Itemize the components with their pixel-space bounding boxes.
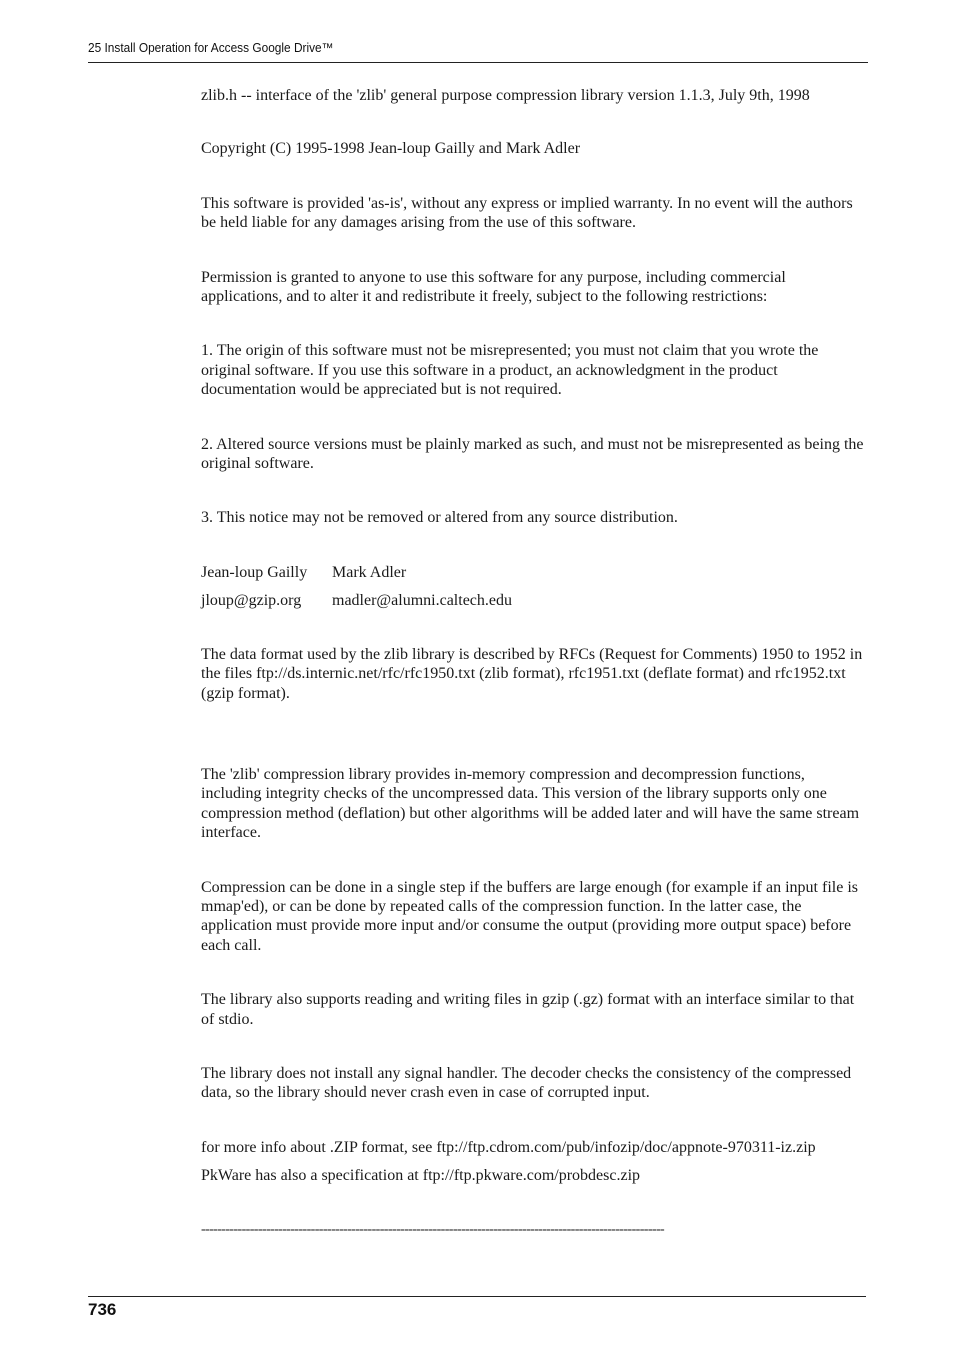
header-rule (88, 62, 868, 63)
paragraph-permission: Permission is granted to anyone to use this software for any purpose, including commercial applications, and to alter it and redistribute it freely, subject to the following restrictions: (201, 268, 786, 306)
page-number: 736 (88, 1300, 117, 1319)
author-email: madler@alumni.caltech.edu (332, 592, 512, 610)
footer-rule (88, 1296, 866, 1297)
running-header: 25 Install Operation for Access Google Drive™ (88, 41, 334, 55)
separator-line: ------------------------------------------------------------------------------------------------------------------ (201, 1221, 665, 1237)
paragraph-restriction-1: 1. The origin of this software must not be misrepresented; you must not claim that you wrote the original software. If you use this software in a product, an acknowledgment in the product documentation would be appreciated but is not required. (201, 342, 819, 399)
paragraph-warranty: This software is provided 'as-is', without any express or implied warranty. In no event will the authors be held liable for any damages arising from the use of this software. (201, 194, 853, 232)
paragraph-data-format: The data format used by the zlib library is described by RFCs (Request for Comments) 1950 to 1952 in the files ftp://ds.internic.net/rfc/rfc1950.txt (zlib format), rfc1951.txt (deflate format) and rfc1952.txt (gzip format). (201, 645, 863, 702)
paragraph-pkware: PkWare has also a specification at ftp://ftp.pkware.com/probdesc.zip (201, 1167, 641, 1185)
paragraph-restriction-2: 2. Altered source versions must be plainly marked as such, and must not be misrepresented as being the original software. (201, 435, 864, 473)
paragraph-restriction-3: 3. This notice may not be removed or altered from any source distribution. (201, 509, 678, 527)
paragraph-zlib-title: zlib.h -- interface of the 'zlib' general purpose compression library version 1.1.3, July 9th, 1998 (201, 87, 810, 104)
paragraph-gzip-support: The library also supports reading and writing files in gzip (.gz) format with an interface similar to that of stdio. (201, 991, 855, 1028)
author-email: jloup@gzip.org (201, 592, 302, 610)
paragraph-library-overview: The 'zlib' compression library provides in-memory compression and decompression functions, including integrity checks of the uncompressed data. This version of the library supports only one compression method (deflation) but other algorithms will be added later and will have the same stream interface. (201, 765, 860, 842)
paragraph-copyright: Copyright (C) 1995-1998 Jean-loup Gailly and Mark Adler (201, 140, 581, 158)
paragraph-compression: Compression can be done in a single step if the buffers are large enough (for example if an input file is mmap'ed), or can be done by repeated calls of the compression function. In the latter case, the application must provide more input and/or consume the output (providing more output space) before each call. (201, 878, 858, 954)
page-content (201, 86, 869, 1238)
author-names-row (201, 563, 869, 582)
author-name: Jean-loup Gailly (201, 563, 308, 581)
authors-block (201, 563, 869, 611)
paragraph-signal-handler: The library does not install any signal handler. The decoder checks the consistency of the compressed data, so the library should never crash even in case of corrupted input. (201, 1064, 852, 1102)
author-name: Mark Adler (332, 563, 407, 581)
paragraph-zip-info: for more info about .ZIP format, see ftp://ftp.cdrom.com/pub/infozip/doc/appnote-970311-iz.zip (201, 1138, 816, 1156)
author-emails-row (201, 591, 869, 610)
